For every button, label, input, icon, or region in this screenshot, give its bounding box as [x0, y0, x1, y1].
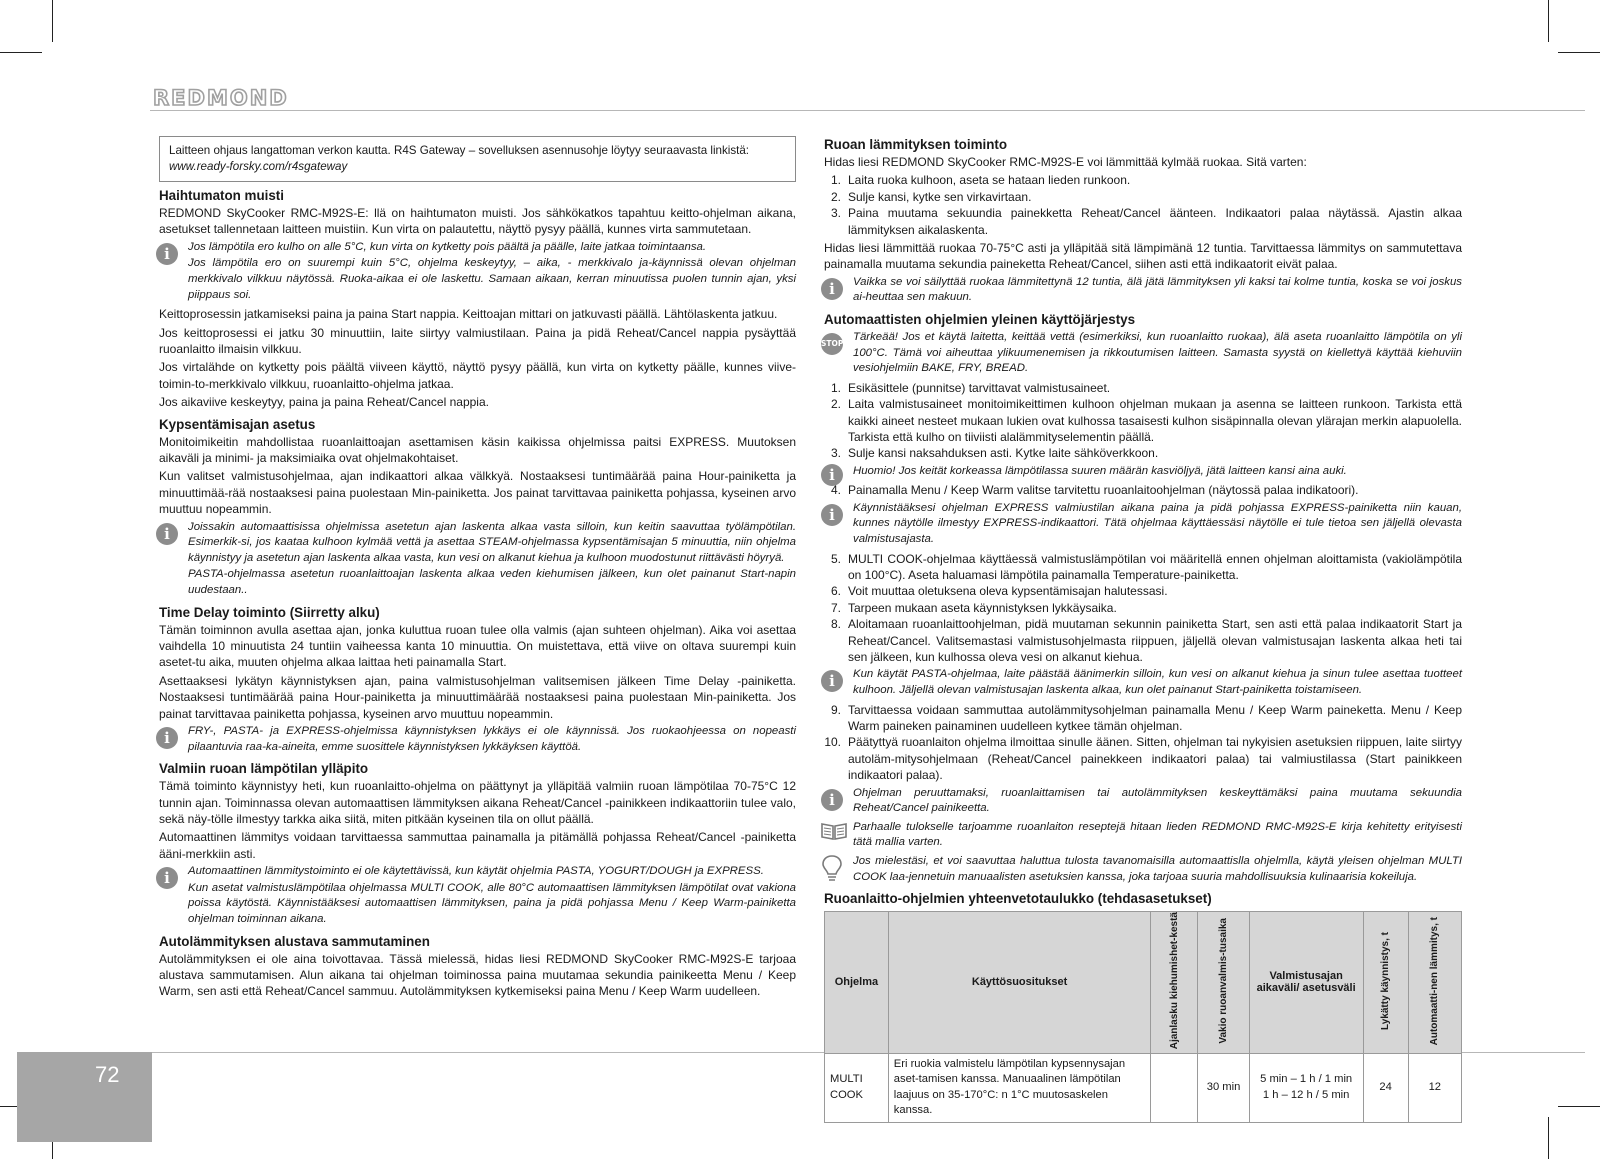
note-text: Jos lämpötila ero on suurempi kuin 5°C, ohjelma keskeytyy, – aika, - merkkivalo ja-käynnissä olevan ohjelman merkkivalo vilkkuu näytössä. Ruoka-aikaa ei ole laskettu. Samaan aikaan, kerran minuutissa puolen tunnin ajan, yksi piippaus soi.: [188, 257, 796, 301]
list-item: [824, 380, 1462, 396]
stop-icon: STOP: [821, 333, 843, 355]
paragraph: Tämä toiminto käynnistyy heti, kun ruoanlaitto-ohjelma on päättynyt ja ylläpitää valmiin ruoan lämpötilaa 70-75°C 12 tunnin ajan. Toiminnassa olevan automaattisen lämmityksen aikana Reheat/Cancel -painikkeen indikaattoriin tulee valo, sekä näy-tölle ilmestyy tarkka aika siitä, miten pitkään kyseinen tila on ollut päällä.: [159, 779, 796, 827]
list-text: Voit muuttaa oletuksena oleva kypsentämisajan halutessasi.: [848, 584, 1168, 599]
info-icon: i: [156, 243, 178, 265]
header-time-range: Valmistusajan aikaväli/ asetusväli: [1249, 912, 1363, 1053]
list-number: 3.: [830, 446, 841, 461]
list-number: 1.: [830, 380, 841, 395]
list-number: 4.: [830, 483, 841, 498]
header-delayed-start: Lykätty käynnistys, t: [1363, 912, 1408, 1053]
paragraph: Hidas liesi lämmittää ruokaa 70-75°C asti ja ylläpitää sitä lämpimänä 12 tuntia. Tarvittaessa lämmitys on sammutettava painamalla muutama sekundia paineketta Reheat/Cancel, siihen asti että indikaatorit eivät palaa.: [824, 241, 1462, 272]
crop-mark: [0, 52, 42, 53]
steps-list: [824, 482, 1462, 498]
cell-time-range: [1249, 1053, 1363, 1122]
info-note: [824, 275, 1462, 306]
list-text: Laita valmistusaineet monitoimikeittimen kulhoon ohjelman mukaan ja asenna se laitteen runkoon. Tarkista että kaikki aineet nesteet mukaan lukien ovat kulhossa tasaisesti kulhon sisäpinnalla olevan ylärajan merkin alapuolella. Tarkista että kulho on tiiviisti alalämmityselementin päällä.: [848, 397, 1462, 445]
list-text: Laita ruoka kulhoon, aseta se hataan lieden runkoon.: [848, 173, 1131, 188]
header-rule: [150, 110, 1585, 111]
steps-list: [824, 172, 1462, 238]
list-text: Painamalla Menu / Keep Warm valitse tarvitettu ruoanlaitoohjelman (näytossä palaa indikatoori).: [848, 483, 1359, 498]
cell-default-time: 30 min: [1198, 1053, 1249, 1122]
list-item: [824, 734, 1462, 783]
header-program: Ohjelma: [825, 912, 889, 1053]
steps-list: [824, 702, 1462, 784]
note-text: Kun käytät PASTA-ohjelmaa, laite päästää äänimerkin silloin, kun vesi on alkanut kiehua ja sinun tulee asettaa tuotteet kulhoon. Jäljellä olevan valmistusajan laskenta alkaa, kun olet painanut Start-painiketta toistamiseen.: [853, 668, 1462, 697]
section-title: Kypsentämisajan asetus: [159, 416, 316, 432]
gateway-link[interactable]: www.ready-forsky.com/r4sgateway: [169, 160, 348, 173]
paragraph: Kun valitset valmistusohjelmaa, ajan indikaattori alkaa välkkyä. Nostaaksesi tuntimäärää paina Hour-painiketta ja minuuttimää-rää nostaaksesi paina puolestaan Min-painiketta. Jos painat tarvittavaa painiketta pohjassa, kyseinen arvo muuttuu nopeammin.: [159, 469, 796, 517]
note-text: Parhaalle tulokselle tarjoamme ruoanlaiton reseptejä hitaan lieden REDMOND RMC-M92S-E kirja kehitetty erityisesti tätä mallia varten.: [853, 820, 1462, 849]
list-item: [824, 172, 1462, 188]
paragraph: Hidas liesi REDMOND SkyCooker RMC-M92S-E voi lämmittää kylmää ruokaa. Sitä varten:: [824, 155, 1307, 169]
crop-mark: [1558, 52, 1600, 53]
info-note: [159, 724, 796, 755]
info-note: [159, 240, 796, 303]
note-text: Tärkeää! Jos et käytä laitetta, keittää vettä (esimerkiksi, kun ruoanlaitto ruokaa), älä aseta ruoanlaitto lämpötila on yli 100°C. Tämä voi aiheuttaa ylikuumenemisen ja rikkoutumisen laitteen. Samasta syystä on kiellettyä käyttää kiehuviin vesiohjelmiin BAKE, FRY, BREAD.: [853, 331, 1462, 375]
cell-auto-warm: 12: [1408, 1053, 1461, 1122]
info-icon: i: [156, 867, 178, 889]
page-number-box: [17, 1052, 152, 1142]
list-text: MULTI COOK-ohjelmaa käyttäessä valmistuslämpötilan voi määritellä ennen ohjelman aloittamista (vakiolämpötila on 100°C). Aseta haluamasi lämpötila painamalla Temperature-painiketta.: [848, 551, 1462, 583]
list-number: 2.: [830, 397, 841, 412]
table-row: [825, 1053, 1462, 1122]
info-note: [159, 864, 796, 927]
info-icon: i: [821, 504, 843, 526]
brand-logo: REDMOND: [153, 86, 289, 110]
note-text: Joissakin automaattisissa ohjelmissa asetetun ajan laskenta alkaa vasta silloin, kun keitin saavuttaa työlämpötilan. Esimerkik-si, jos kaataa kulhoon kylmää vettä ja asettaa STEAM-ohjelmassa kypsentämisajan 5 minuuttia, niin ohjelma käynnistyy ja asetetun ajan laskenta alkaa vasta, kun vesi on alkanut kiehua ja kulhoon muodostunut riittävästi höyryä.: [188, 520, 796, 564]
list-item: [824, 396, 1462, 445]
info-note: [824, 501, 1462, 548]
info-icon: i: [821, 670, 843, 692]
section-title: Time Delay toiminto (Siirretty alku): [159, 604, 380, 620]
note-text: Kun asetat valmistuslämpötilaa ohjelmassa MULTI COOK, alle 80°C automaattisen lämmityksen lämpötilat ovat vakiona poissa käytöstä. Käynnistääksesi automaattisen lämmityksen, paina ja pidä pohjassa Menu / Keep Warm-painiketta ohjelman toiminnan aikana.: [188, 881, 796, 926]
list-text: Sulje kansi naksahduksen asti. Kytke laite sähköverkkoon.: [848, 446, 1159, 461]
section-title: Valmiin ruoan lämpötilan ylläpito: [159, 761, 369, 777]
lightbulb-icon: [821, 854, 843, 876]
list-item: [824, 583, 1462, 599]
list-item: [824, 551, 1462, 584]
list-text: Esikäsittele (punnitse) tarvittavat valmistusaineet.: [848, 380, 1111, 395]
table-title: Ruoanlaitto-ohjelmien yhteenvetotaulukko (tehdasasetukset): [824, 891, 1212, 907]
header-auto-warm: Automaatti-nen lämmitys, t: [1408, 912, 1461, 1053]
header-default-time: Vakio ruoanvalmis-tusaika: [1198, 912, 1249, 1053]
list-number: 1.: [830, 173, 841, 188]
paragraph: REDMOND SkyCooker RMC-M92S-E: llä on haihtumaton muisti. Jos sähkökatkos tapahtuu keitto-ohjelman aikana, asetukset tallennetaan laitteen muistiin. Kun virta on palautettu, näyttö pysyy päällä, kunnes virta sammutetaan.: [159, 206, 796, 237]
note-text: Jos lämpötila ero kulho on alle 5°C, kun virta on kytketty pois päältä ja päälle, laite jatkaa toimintaansa.: [188, 240, 707, 253]
time-range-line: 5 min – 1 h / 1 min: [1260, 1073, 1353, 1086]
paragraph: Autolämmityksen ei ole aina toivottavaa. Tässä mielessä, hidas liesi REDMOND SkyCooker RMC-M92S-E tarjoaa alustava sammutamisen. Alun aikana tai ohjelman toiminossa paina muutamaa sekundia painikeetta Menu / Keep Warm, sen asti että Reheat/Cancel sammuu. Autolämmityksen kytkemiseksi paina Menu / Keep Warm uudelleen.: [159, 951, 796, 999]
cell-delayed-start: 24: [1363, 1053, 1408, 1122]
list-item: [824, 482, 1462, 498]
list-number: 10.: [824, 735, 841, 750]
list-number: 6.: [830, 584, 841, 599]
header-boil-countdown: Ajanlasku kiehumishet-kestä: [1151, 912, 1198, 1053]
cell-usage: Eri ruokia valmistelu lämpötilan kypsennysajan aset-tamisen kanssa. Manuaalinen lämpötilan laajuus on 35-170°C: n 1°C muutosaskelen kanssa.: [888, 1053, 1151, 1122]
tip-note: [824, 854, 1462, 885]
steps-list: [824, 551, 1462, 666]
cell-program: MULTI COOK: [825, 1053, 889, 1122]
info-note: [824, 464, 1462, 484]
info-icon: i: [156, 727, 178, 749]
time-range-line: 1 h – 12 h / 5 min: [1262, 1088, 1350, 1101]
list-number: 8.: [830, 617, 841, 632]
header-usage: Käyttösuositukset: [888, 912, 1151, 1053]
list-number: 2.: [830, 189, 841, 204]
program-summary-table: [824, 911, 1462, 1123]
info-note: [824, 786, 1462, 817]
cell-boil-countdown: [1151, 1053, 1198, 1122]
list-text: Sulje kansi, kytke sen virkavirtaan.: [848, 189, 1032, 204]
info-icon: i: [821, 278, 843, 300]
list-item: [824, 702, 1462, 735]
section-title: Haihtumaton muisti: [159, 188, 284, 203]
paragraph: Keittoprosessin jatkamiseksi paina ja paina Start nappia. Keittoajan mittari on jatkuvasti päällä. Lähtölaskenta jatkuu.: [159, 307, 778, 322]
note-text: PASTA-ohjelmassa asetetun ruoanlaittoajan laskenta alkaa veden kiehumisen jälkeen, kun olet painanut Start-napin uudestaan..: [188, 568, 796, 597]
paragraph: Monitoimikeitin mahdollistaa ruoanlaittoajan asettamisen käsin kaikissa ohjelmissa paitsi EXPRESS. Muutoksen aikaväli ja minimi- ja maksimiaika ovat ohjelmakohtaiset.: [159, 434, 796, 466]
paragraph: Tämän toiminnon avulla asettaa ajan, jonka kuluttua ruoan tulee olla valmis (ajan suhteen ohjelman). Aika voi asettaa vaihdella 10 minuutista 24 tuntiin vaiheessa kanta 10 minuuttia. On muistettava, että viive on oltava suurempi kuin asetet-tu aika, muuten ohjelma alkaa laittaa heti painamalla Start.: [159, 622, 796, 670]
list-number: 3.: [830, 206, 841, 221]
paragraph: Jos keittoprosessi ei jatku 30 minuuttiin, laite siirtyy valmiustilaan. Paina ja pidä Reheat/Cancel nappia pysäyttää ruoanlaitto ilmaisin vilkkuu.: [159, 325, 796, 356]
crop-mark: [1558, 1106, 1600, 1107]
list-item: [824, 616, 1462, 665]
list-item: [824, 445, 1462, 461]
list-item: [824, 189, 1462, 205]
table-header-row: [825, 912, 1462, 1053]
info-box: [159, 136, 796, 182]
note-text: Käynnistääksesi ohjelman EXPRESS valmiustilan aikana paina ja pidä pohjassa EXPRESS-painiketta niin kauan, kunnes näytölle ilmestyy EXPRESS-indikaattori. Tätä ohjelmaa käyttäessäsi näytölle ei tule tietoa sen jäljellä olevasta valmistusajasta.: [853, 501, 1462, 546]
crop-mark: [52, 0, 53, 42]
list-number: 7.: [830, 600, 841, 615]
info-box-text: Laitteen ohjaus langattoman verkon kautta. R4S Gateway – sovelluksen asennusohje löytyy seuraavasta linkistä:: [169, 144, 750, 157]
list-item: [824, 600, 1462, 616]
paragraph: Asettaaksesi lykätyn käynnistyksen ajan, paina valmistusohjelman valitsemisen jälkeen Time Delay -painiketta. Nostaaksesi tuntimäärää paina Hour-painiketta ja minuuttimäärää nostaaksesi paina puolestaan Min-painiketta. Jos painat tarvittavaa painiketta pohjassa, kyseinen arvo muuttuu nopeammin.: [159, 673, 796, 721]
section-title: Autolämmityksen alustava sammutaminen: [159, 933, 430, 949]
list-item: [824, 205, 1462, 238]
left-column: [159, 136, 796, 1002]
info-note: [159, 520, 796, 599]
crop-mark: [1548, 1117, 1549, 1159]
paragraph: Jos virtalähde on kytketty pois päältä viiveen käyttö, näyttö pysyy päällä, kun virta on kytketty päälle, kunnes viive-toimin-to-merkkivalo vilkkuu, ruoanlaitto-ohjelma jatkaa.: [159, 360, 796, 391]
list-text: Aloitamaan ruoanlaittoohjelman, pidä muutaman sekunnin painiketta Start, sen asti että palaa indikaatorit Start ja Reheat/Cancel. Valitsemastasi valmistusohjelmasta riippuen, jäljellä olevan valmistusajan laskenta alkaa heti tai sen jälkeen, kun kulhossa oleva vesi on alkanut kiehua.: [848, 617, 1462, 665]
list-text: Tarpeen mukaan aseta käynnistyksen lykkäysaika.: [848, 600, 1117, 615]
book-icon: [821, 821, 843, 843]
note-text: FRY-, PASTA- ja EXPRESS-ohjelmissa käynnistyksen lykkäys ei ole käynnissä. Jos ruokaohjeessa on nopeasti pilaantuvia raa-ka-aineita, emme suosittele käynnistyksen lykkäyksen käyttöä.: [188, 725, 796, 753]
steps-list: [824, 380, 1462, 462]
note-text: Jos mielestäsi, et voi saavuttaa haluttua tulosta tavanomaisilla automaattislla ohjelmlla, käytä yleisen ohjelman MULTI COOK laa-jennetuin manuaalisten asetuksien kanssa, joka tarjoaa suuria mahdollisuuksia kulinaarisia kokeiluja.: [853, 855, 1462, 883]
note-text: Huomio! Jos keität korkeassa lämpötilassa suuren määrän kasviöljyä, jätä laitteen kansi aina auki.: [853, 464, 1347, 477]
section-title: Ruoan lämmityksen toiminto: [824, 137, 1008, 152]
recipe-book-note: [824, 820, 1462, 851]
info-icon: i: [821, 789, 843, 811]
info-note: [824, 667, 1462, 698]
note-text: Automaattinen lämmitystoiminto ei ole käytettävissä, kun käytät ohjelmia PASTA, YOGURT/DOUGH ja EXPRESS.: [188, 865, 764, 878]
list-text: Tarvittaessa voidaan sammuttaa autolämmitysohjelman painamalla Menu / Keep Warm paineketta. Menu / Keep Warm paineken painaminen uudelleen kytkee tämän ohjelman.: [848, 702, 1462, 734]
note-text: Ohjelman peruuttamaksi, ruoanlaittamisen tai autolämmityksen keskeyttämäksi paina muutama sekuundia Reheat/Cancel painikeetta.: [853, 786, 1462, 815]
list-number: 9.: [830, 702, 841, 717]
list-text: Päätyttyä ruoanlaiton ohjelma ilmoittaa sinulle äänen. Sitten, ohjelman tai nykyisien asetuksien riippuen, laite siirtyy autoläm-mitysohjelmaan (Reheat/Cancel painekkeen indikaatori palaa) tai valmiustilassa (Start painikkeen indikaatori palaa).: [848, 735, 1462, 783]
list-text: Paina muutama sekuundia painekketta Reheat/Cancel äänteen. Indikaatori palaa näytässä. Ajastin alkaa lämmityksen aikalaskenta.: [848, 206, 1462, 237]
note-text: Vaikka se voi säilyttää ruokaa lämmitettynä 12 tuntia, älä jätä lämmityksen yli kaksi tai kolme tuntia, koska se voi joskus ai-heuttaa sen makuun.: [853, 275, 1462, 304]
info-icon: i: [821, 464, 843, 486]
paragraph: Jos aikaviive keskeytyy, paina ja paina Reheat/Cancel nappia.: [159, 395, 489, 410]
paragraph: Automaattinen lämmitys voidaan tarvittaessa sammuttaa painamalla ja pitämällä pohjassa Reheat/Cancel -painiketta ääni-merkkiin asti.: [159, 830, 796, 861]
warning-note: [821, 330, 1462, 377]
crop-mark: [1548, 0, 1549, 42]
section-title: Automaattisten ohjelmien yleinen käyttöjärjestys: [824, 312, 1136, 328]
info-icon: i: [156, 523, 178, 545]
right-column: [821, 136, 1462, 1123]
page-number: 72: [95, 1062, 120, 1087]
list-number: 5.: [830, 551, 841, 566]
